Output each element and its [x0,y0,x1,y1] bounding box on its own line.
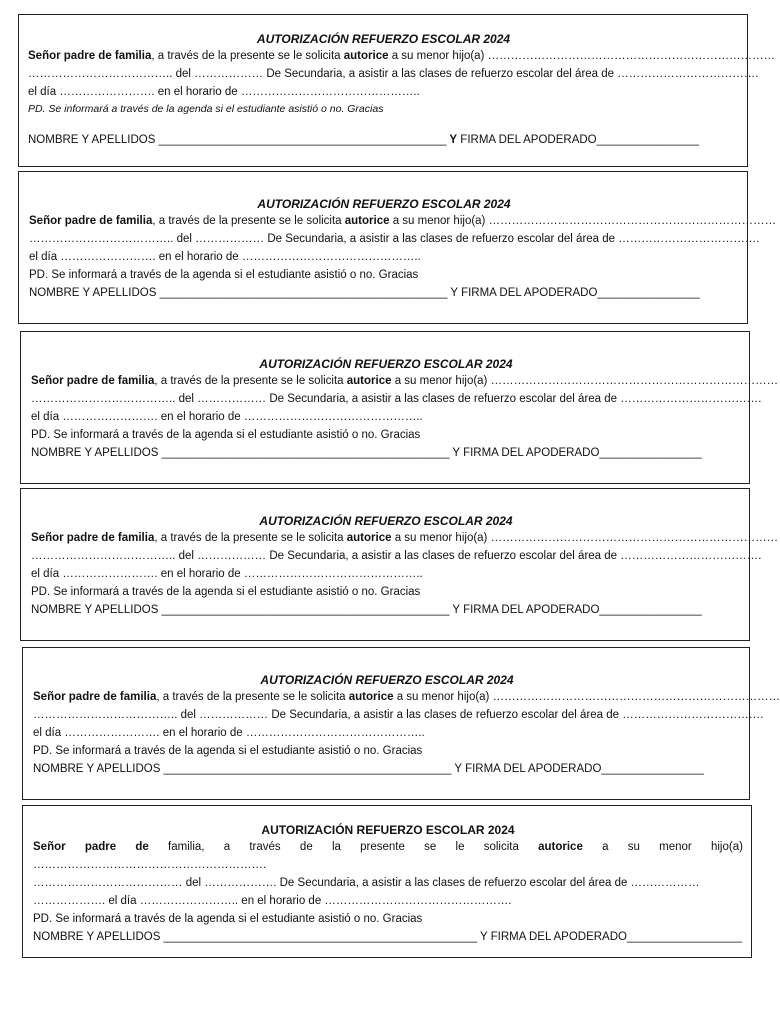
slip-line-1: Señor padre de familia, a través de la presente se le solicita autorice a su menor hijo(a) [33,841,743,853]
authorization-slip-3 [20,331,779,484]
slip-pd-note: PD. Se informará a través de la agenda si el estudiante asistió o no. Gracias [33,913,423,925]
slip-signature-line: NOMBRE Y APELLIDOS _____________________________________________ Y FIRMA DEL APODERADO________________ [29,287,700,299]
slip-signature-line: NOMBRE Y APELLIDOS _____________________________________________ Y FIRMA DEL APODERADO________________ [31,604,702,616]
slip-line-2: ……………………………….. del ……………… De Secundaria, a asistir a las clases de refuerzo escolar del área de ………………………………. [29,233,760,245]
slip-line-1: Señor padre de familia, a través de la presente se le solicita autorice a su menor hijo(a) ………………………………………………………………… [33,691,780,703]
slip-title: AUTORIZACIÓN REFUERZO ESCOLAR 2024 [259,357,513,371]
slip-line-2: ……………………………….. del ……………… De Secundaria, a asistir a las clases de refuerzo escolar del área de ………………………………. [31,393,762,405]
slip-title: AUTORIZACIÓN REFUERZO ESCOLAR 2024 [256,32,511,46]
slip-signature-line: NOMBRE Y APELLIDOS _____________________________________________ Y FIRMA DEL APODERADO________________ [33,763,704,775]
slip-line-3: el día ……………………. en el horario de ……………………………………….. [31,411,423,423]
slip-title: AUTORIZACIÓN REFUERZO ESCOLAR 2024 [260,673,514,687]
authorization-slip-1 [18,14,776,167]
slip-line-2: ……………………………….. del ……………… De Secundaria, a asistir a las clases de refuerzo escolar del área de ………………………………. [31,550,762,562]
authorization-slip-5 [22,647,780,800]
slip-title: AUTORIZACIÓN REFUERZO ESCOLAR 2024 [261,823,515,837]
slip-line-3: el día ……………………. en el horario de ……………………………………….. [29,251,421,263]
slip-line-1: Señor padre de familia, a través de la presente se le solicita autorice a su menor hijo(a) ………………………………………………………………… [31,375,779,387]
authorization-slip-4 [20,488,779,641]
slip-title: AUTORIZACIÓN REFUERZO ESCOLAR 2024 [259,514,513,528]
authorization-slip-2 [18,171,777,324]
slip-pd-note: PD. Se informará a través de la agenda si el estudiante asistió o no. Gracias [31,429,421,441]
slip-line-3: el día ……………………. en el horario de ……………………………………….. [28,86,420,98]
slip-pd-note: PD. Se informará a través de la agenda si el estudiante asistió o no. Gracias [28,103,384,115]
slip-signature-line: NOMBRE Y APELLIDOS _____________________________________________ Y FIRMA DEL APODERADO________________ [31,447,702,459]
slip-pd-note: PD. Se informará a través de la agenda si el estudiante asistió o no. Gracias [31,586,421,598]
slip-line-1: Señor padre de familia, a través de la presente se le solicita autorice a su menor hijo(a) ………………………………………………………………… [29,215,777,227]
authorization-slip-6 [22,805,752,958]
slip-line-1-continued: ……………………………………………………. [33,859,267,871]
slip-pd-note: PD. Se informará a través de la agenda si el estudiante asistió o no. Gracias [29,269,419,281]
slip-line-1: Señor padre de familia, a través de la presente se le solicita autorice a su menor hijo(a) ………………………………………………………………… [28,50,776,62]
slip-line-3: el día ……………………. en el horario de ……………………………………….. [33,727,425,739]
slip-line-3: el día ……………………. en el horario de ……………………………………….. [31,568,423,580]
slip-line-2: ………………………………… del ………………. De Secundaria, a asistir a las clases de refuerzo escolar del área de ……………… [33,877,700,889]
slip-title: AUTORIZACIÓN REFUERZO ESCOLAR 2024 [257,197,511,211]
slip-line-2: ……………………………….. del ……………… De Secundaria, a asistir a las clases de refuerzo escolar del área de ………………………………. [28,68,759,80]
slip-line-2: ……………………………….. del ……………… De Secundaria, a asistir a las clases de refuerzo escolar del área de ………………………………. [33,709,764,721]
slip-line-3: ………………. el día …………………….. en el horario de …………………………………………. [33,895,512,907]
slip-signature-line: NOMBRE Y APELLIDOS _____________________________________________ Y FIRMA DEL APODERADO________________ [28,134,699,146]
slip-line-1: Señor padre de familia, a través de la presente se le solicita autorice a su menor hijo(a) ………………………………………………………………… [31,532,779,544]
slip-signature-line: NOMBRE Y APELLIDOS _________________________________________________ Y FIRMA DEL APODERADO__________________ [33,931,743,943]
slip-pd-note: PD. Se informará a través de la agenda si el estudiante asistió o no. Gracias [33,745,423,757]
